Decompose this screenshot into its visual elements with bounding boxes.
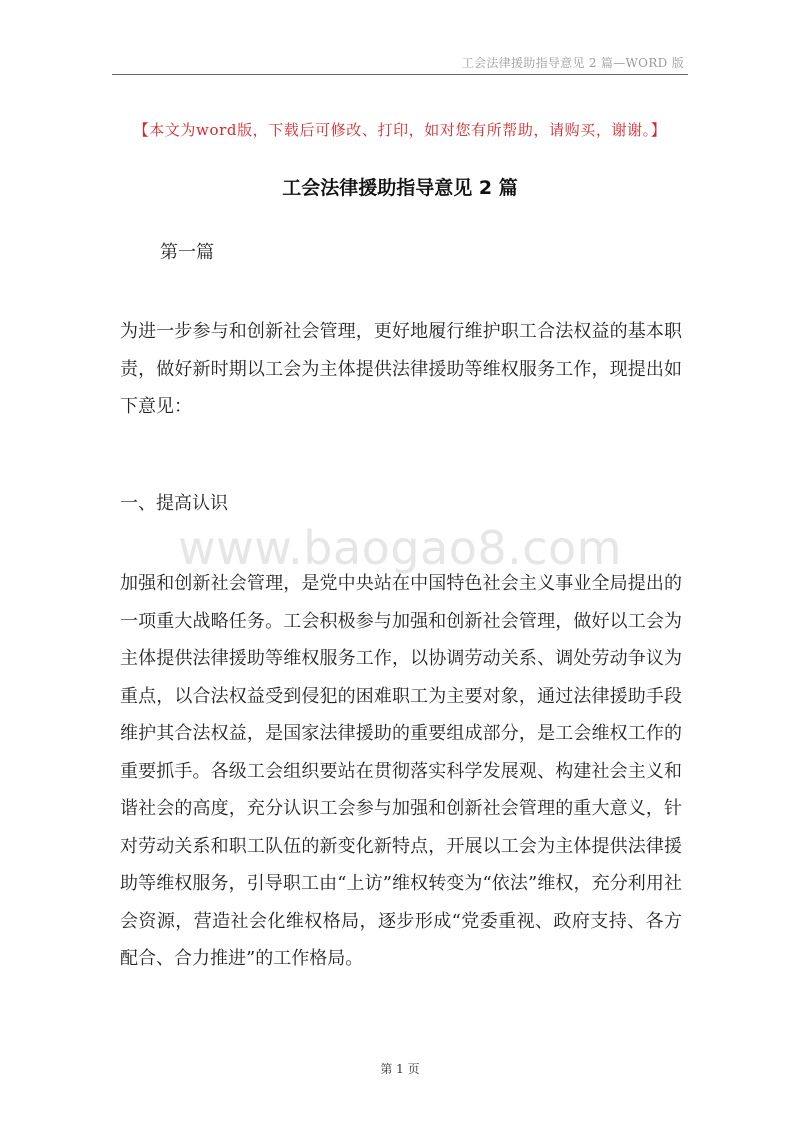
download-notice: 【本文为word版，下载后可修改、打印，如对您有所帮助，请购买，谢谢。】 xyxy=(133,121,667,139)
running-header: 工会法律援助指导意见 2 篇—WORD 版 xyxy=(461,56,684,70)
part-heading: 第一篇 xyxy=(160,242,214,263)
watermark: www.baogao8.com xyxy=(178,521,622,575)
body-paragraph: 加强和创新社会管理，是党中央站在中国特色社会主义事业全局提出的一项重大战略任务。工会积极参与加强和创新社会管理，做好以工会为主体提供法律援助等维权服务工作，以协调劳动关系、调处劳动争议为重点，以合法权益受到侵犯的困难职工为主要对象，通过法律援助手段维护其合法权益，是国家法律援助的重要组成部分，是工会维权工作的重要抓手。各级工会组织要站在贯彻落实科学发展观、构建社会主义和谐社会的高度，充分认识工会参与加强和创新社会管理的重大意义，针对劳动关系和职工队伍的新变化新特点，开展以工会为主体提供法律援助等维权服务，引导职工由“上访”维权转变为“依法”维权，充分利用社会资源，营造社会化维权格局，逐步形成“党委重视、政府支持、各方配合、合力推进”的工作格局。 xyxy=(120,573,682,969)
page-number: 第 1 页 xyxy=(380,1062,420,1076)
document-title: 工会法律援助指导意见 2 篇 xyxy=(282,177,518,199)
section-heading: 一、提高认识 xyxy=(120,493,228,514)
intro-paragraph: 为进一步参与和创新社会管理，更好地履行维护职工合法权益的基本职责，做好新时期以工会为主体提供法律援助等维权服务工作，现提出如下意见： xyxy=(120,321,682,417)
header-divider xyxy=(112,74,688,75)
